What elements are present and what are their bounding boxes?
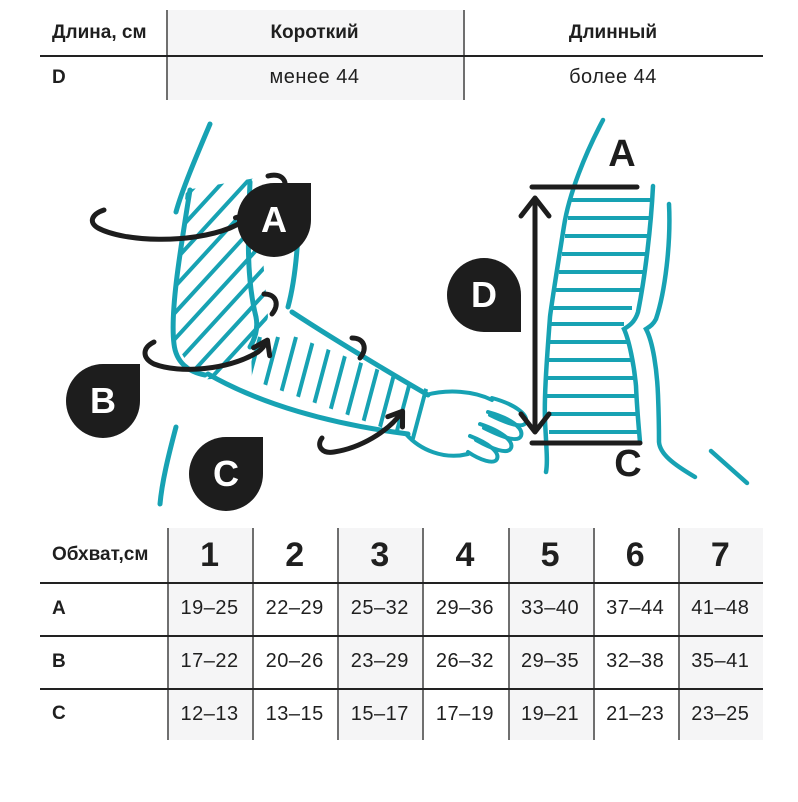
length-table-row-label-d: D [52, 66, 66, 88]
size-cell: 20–26 [265, 650, 324, 672]
size-cell: 23–29 [350, 650, 409, 672]
size-col-header-5: 5 [540, 535, 560, 574]
size-row-label-b: B [52, 650, 66, 672]
badge-c: C [189, 437, 263, 511]
size-cell: 21–23 [606, 702, 665, 725]
size-cell: 22–29 [265, 597, 324, 619]
length-table-header-short: Короткий [270, 21, 359, 43]
size-cell: 23–25 [691, 702, 750, 725]
size-cell: 19–21 [521, 702, 580, 725]
length-measure [521, 187, 640, 443]
length-table-header-long: Длинный [568, 21, 658, 43]
length-table-corner-header: Длина, см [52, 21, 147, 43]
arrow-a-circumference [92, 210, 250, 239]
size-cell: 15–17 [350, 702, 409, 725]
size-cell: 32–38 [606, 650, 665, 672]
size-col-header-6: 6 [625, 535, 645, 574]
size-cell: 33–40 [521, 597, 580, 619]
size-cell: 25–32 [350, 597, 409, 619]
length-table-value-short: менее 44 [269, 66, 360, 88]
size-col-header-3: 3 [370, 535, 390, 574]
size-col-header-2: 2 [285, 535, 305, 574]
badge-d: D [447, 258, 521, 332]
length-top-label: A [608, 133, 636, 175]
size-cell: 17–19 [435, 702, 494, 725]
badge-a: A [237, 183, 311, 257]
size-row-label-c: C [52, 703, 66, 724]
badge-b: B [66, 364, 140, 438]
size-col-header-4: 4 [455, 535, 475, 574]
size-row-label-a: A [52, 597, 66, 619]
size-cell: 41–48 [691, 597, 750, 619]
size-table-corner-header: Обхват,см [52, 544, 149, 565]
size-cell: 29–35 [521, 650, 580, 672]
sleeve-outline [545, 120, 747, 483]
size-cell: 12–13 [180, 702, 239, 725]
size-cell: 13–15 [265, 702, 324, 725]
size-cell: 35–41 [691, 650, 750, 672]
arrow-b-hook [264, 294, 276, 314]
size-col-header-1: 1 [200, 535, 220, 574]
size-cell: 29–36 [435, 597, 494, 619]
size-cell: 19–25 [180, 597, 239, 619]
size-cell: 17–22 [180, 650, 239, 672]
length-table-value-long: более 44 [569, 66, 657, 88]
size-cell: 26–32 [435, 650, 494, 672]
size-cell: 37–44 [606, 597, 665, 619]
length-table [40, 10, 763, 100]
length-bottom-label: C [614, 443, 642, 485]
circumference-table [40, 528, 763, 740]
size-col-header-7: 7 [710, 535, 730, 574]
